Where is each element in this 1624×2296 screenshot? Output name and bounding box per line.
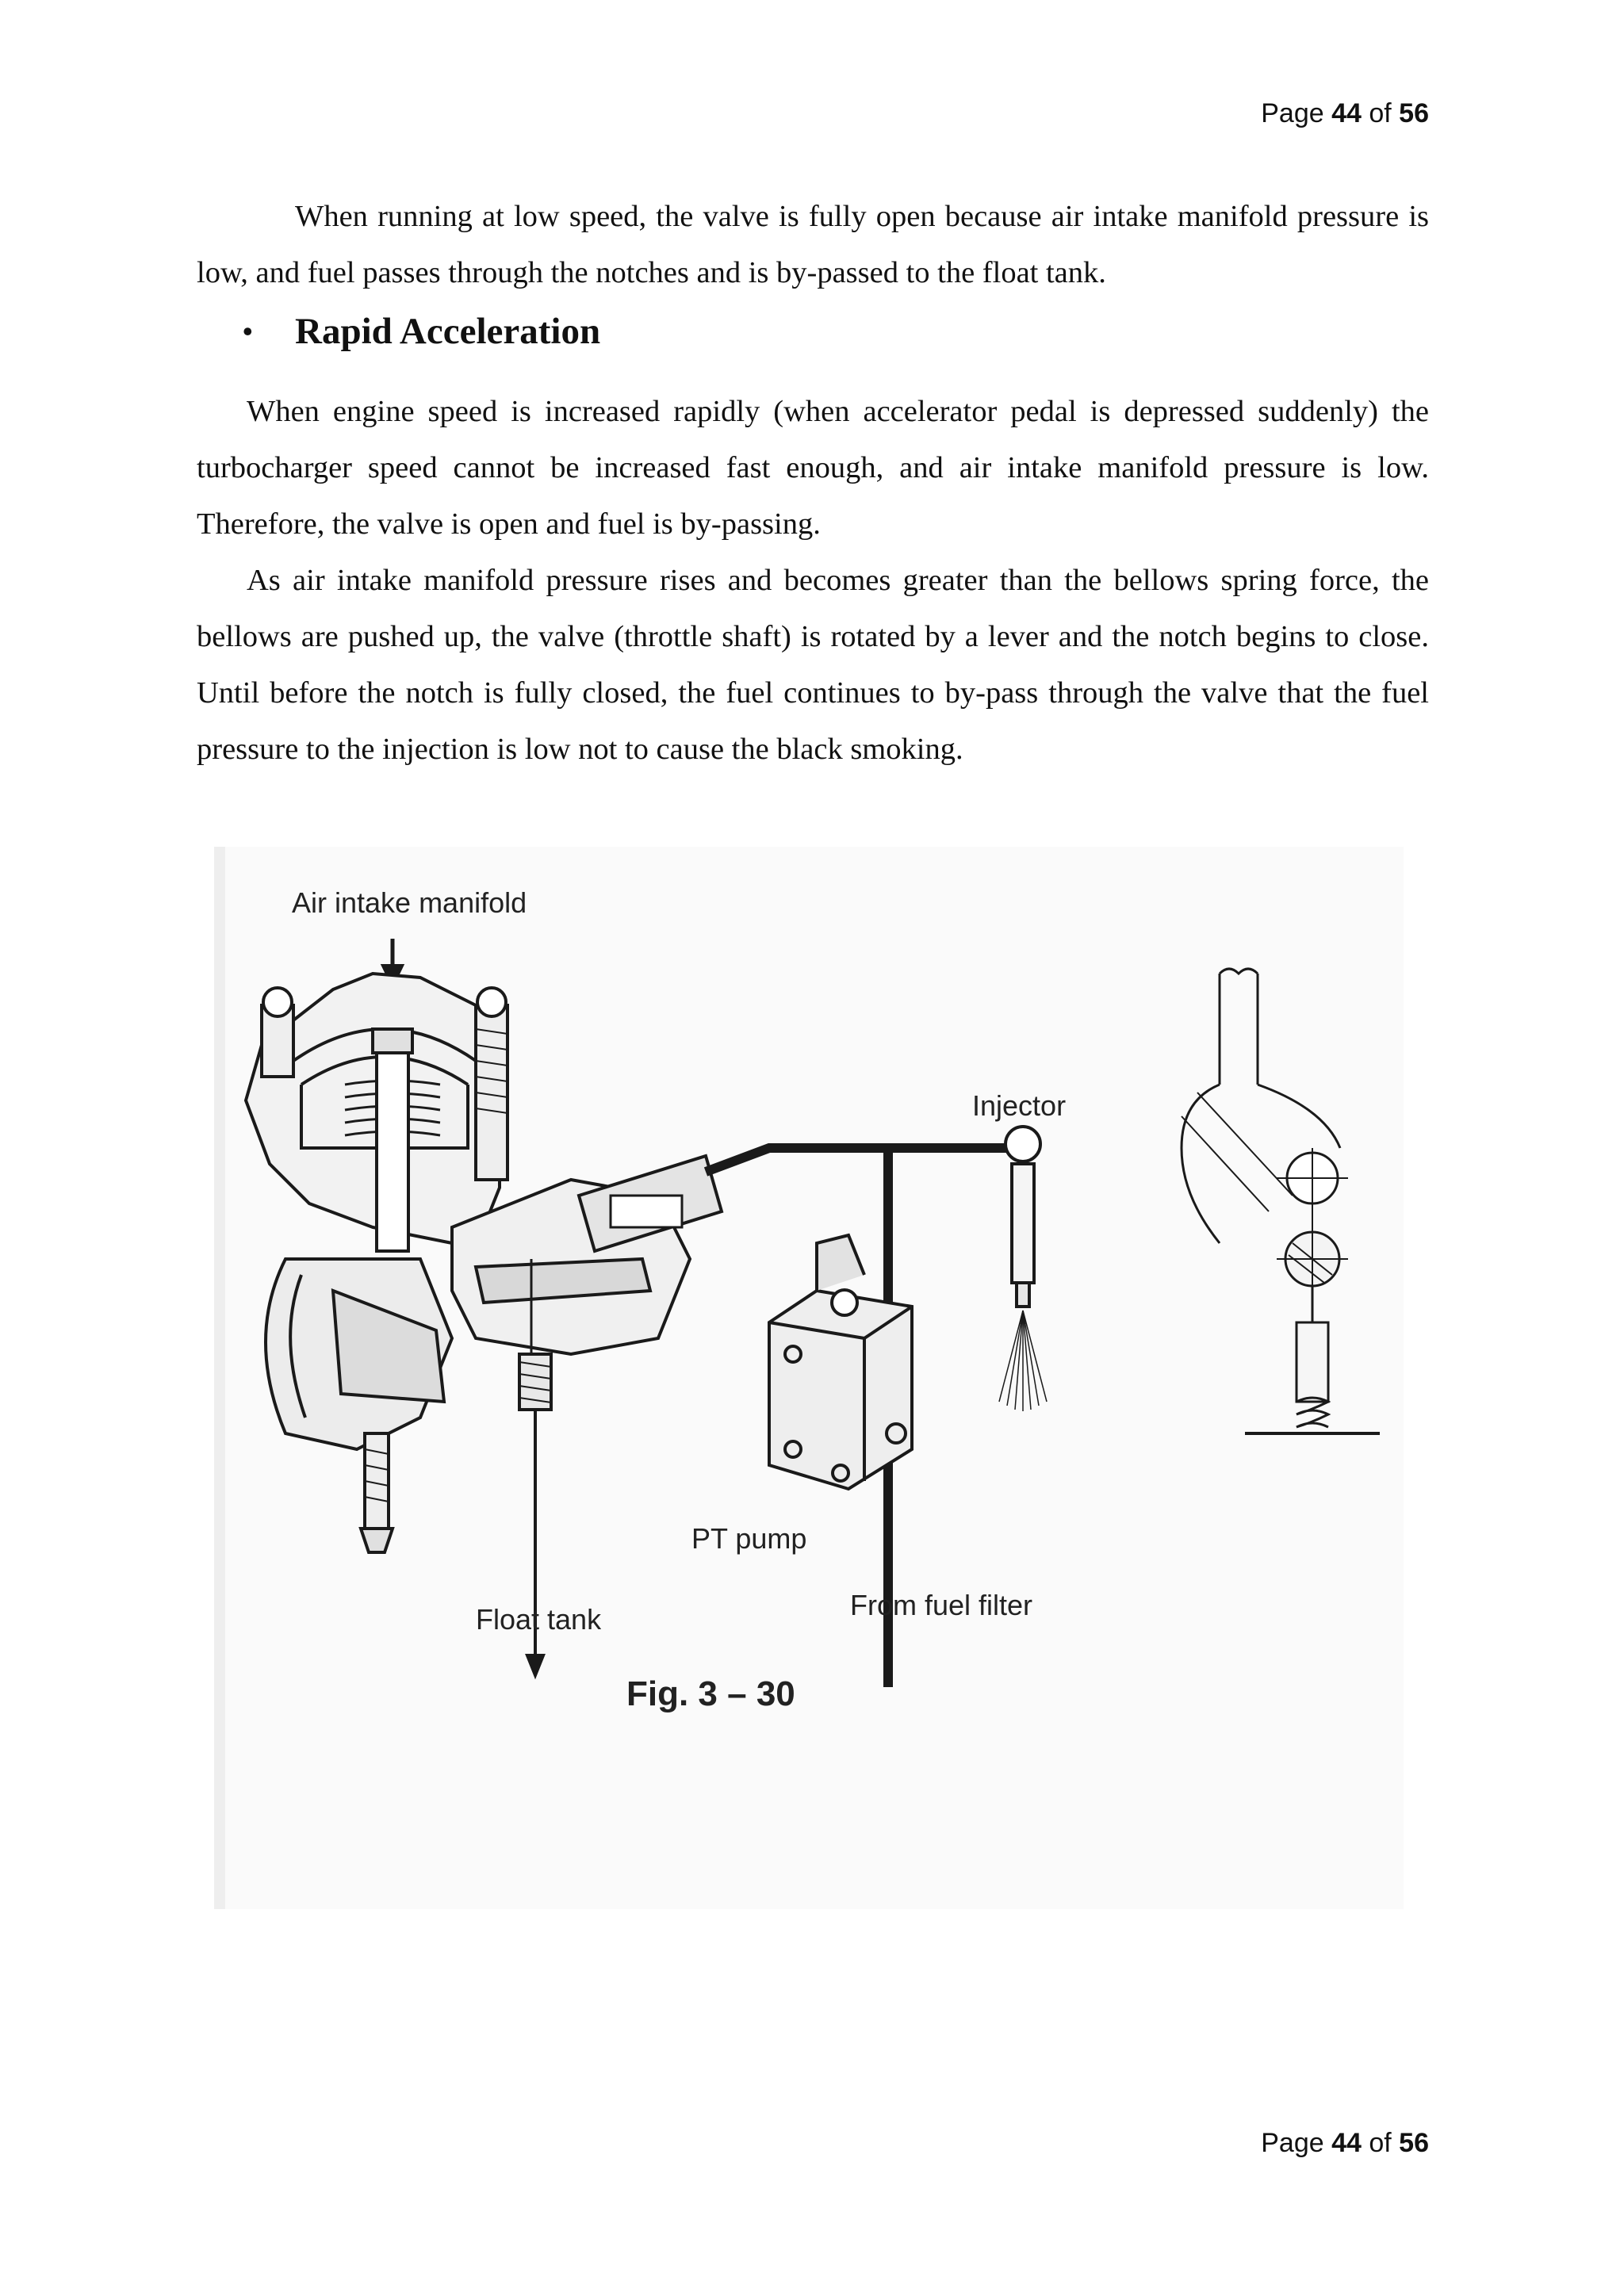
body-text-block-2 <box>197 384 1429 778</box>
page-number-of: of <box>1361 2128 1400 2158</box>
label-pt-pump: PT pump <box>691 1522 807 1555</box>
paragraph-low-speed: When running at low speed, the valve is fully open because air intake manifold pressure is low, and fuel passes through the notches and is by-passed to the float tank. <box>197 200 1429 289</box>
paragraph-bellows: As air intake manifold pressure rises and becomes greater than the bellows spring force, the bellows are pushed up, the valve (throttle shaft) is rotated by a lever and the notch begins to close. Until before the notch is fully closed, the fuel continues to by-pass through the valve that the fuel pressure to the injection is low not to cause the black smoking. <box>197 564 1429 766</box>
page-number-current: 44 <box>1331 2128 1362 2158</box>
page-number-total: 56 <box>1399 98 1429 128</box>
page-number-header <box>1205 98 1429 129</box>
page-number-current: 44 <box>1331 98 1362 128</box>
page-number-of: of <box>1361 98 1400 128</box>
paragraph-rapid-acceleration: When engine speed is increased rapidly (when accelerator pedal is depressed suddenly) the turbocharger speed cannot be increased fast enough, and air intake manifold pressure is low. Therefore, the valve is open and fuel is by-passing. <box>197 395 1429 541</box>
figure-fuel-system-diagram <box>214 847 1404 1909</box>
page-number-prefix: Page <box>1261 2128 1332 2158</box>
bullet-icon: • <box>243 316 253 347</box>
page-number-prefix: Page <box>1261 98 1332 128</box>
figure-caption: Fig. 3 – 30 <box>626 1674 795 1713</box>
page-number-total: 56 <box>1399 2128 1429 2158</box>
label-from-fuel-filter: From fuel filter <box>850 1589 1033 1621</box>
section-heading <box>238 306 600 357</box>
fuel-system-illustration <box>214 847 1404 1909</box>
page-number-footer <box>1205 2128 1429 2159</box>
body-text-block-1 <box>197 189 1429 301</box>
label-air-intake-manifold: Air intake manifold <box>292 886 527 919</box>
label-injector: Injector <box>972 1089 1067 1122</box>
label-float-tank: Float tank <box>476 1603 602 1636</box>
section-heading-text: Rapid Acceleration <box>295 311 601 352</box>
